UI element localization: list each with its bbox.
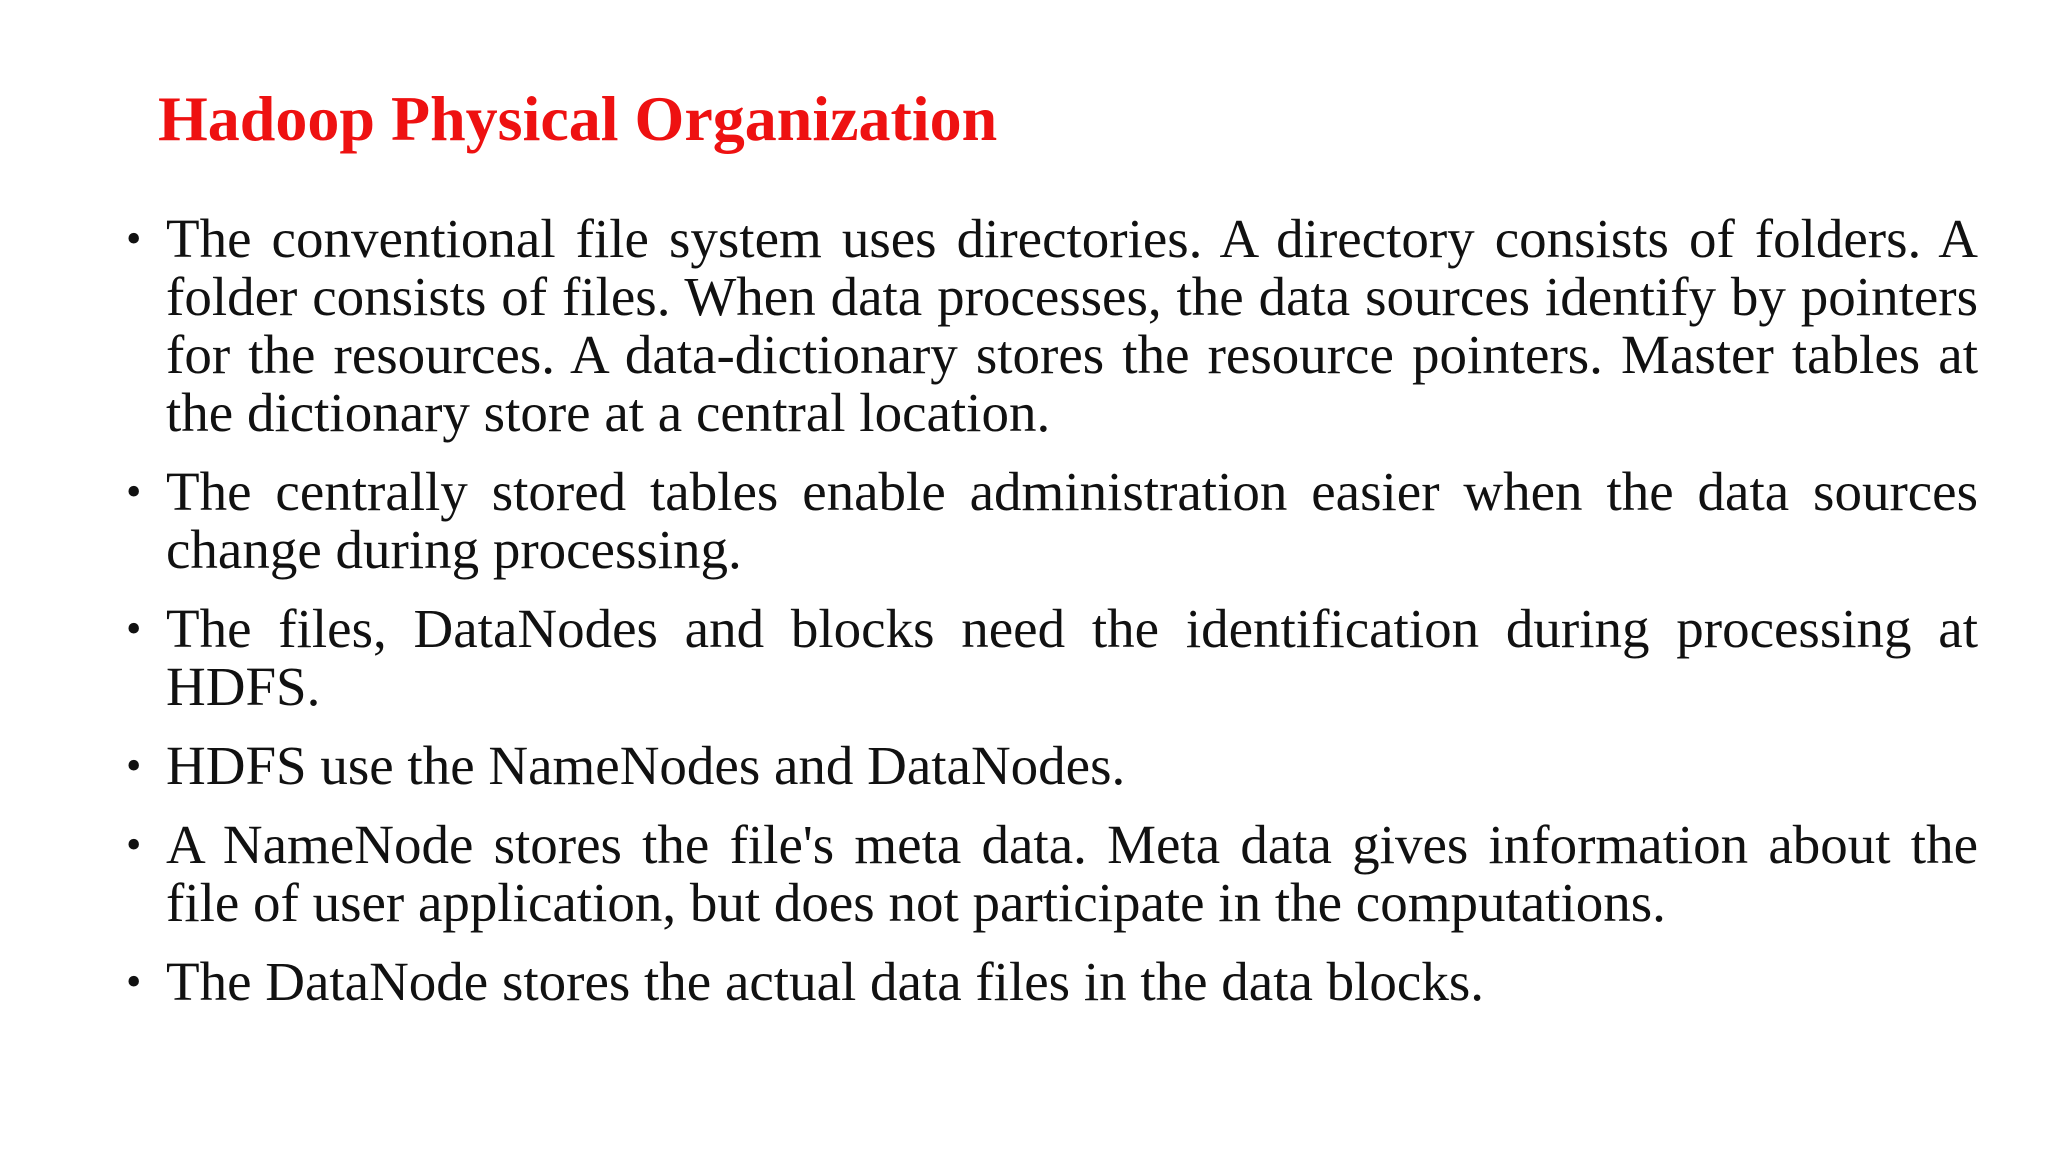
bullet-item [118,737,1978,795]
slide-title: Hadoop Physical Organization [158,83,998,154]
bullet-text: The files, DataNodes and blocks need the identification during processing at HDFS. [166,598,1978,717]
bullet-item [118,816,1978,932]
bullet-text: HDFS use the NameNodes and DataNodes. [166,735,1126,796]
bullet-dot-icon: • [126,741,142,790]
bullet-item [118,600,1978,716]
bullet-dot-icon: • [126,467,142,516]
bullet-item [118,210,1978,442]
bullet-item [118,953,1978,1011]
bullet-text: The centrally stored tables enable administration easier when the data sources change during processing. [166,461,1978,580]
bullet-text: The conventional file system uses directories. A directory consists of folders. A folder consists of files. When data processes, the data sources identify by pointers for the resources. A data-dictionary stores the resource pointers. Master tables at the dictionary store at a central location. [166,208,1978,443]
bullet-dot-icon: • [126,604,142,653]
bullet-item [118,463,1978,579]
bullet-text: The DataNode stores the actual data files in the data blocks. [166,951,1484,1012]
bullet-dot-icon: • [126,214,142,263]
bullet-dot-icon: • [126,820,142,869]
bullet-text: A NameNode stores the file's meta data. Meta data gives information about the file of user application, but does not participate in the computations. [166,814,1978,933]
bullet-dot-icon: • [126,957,142,1006]
bullet-list [118,210,1978,1032]
